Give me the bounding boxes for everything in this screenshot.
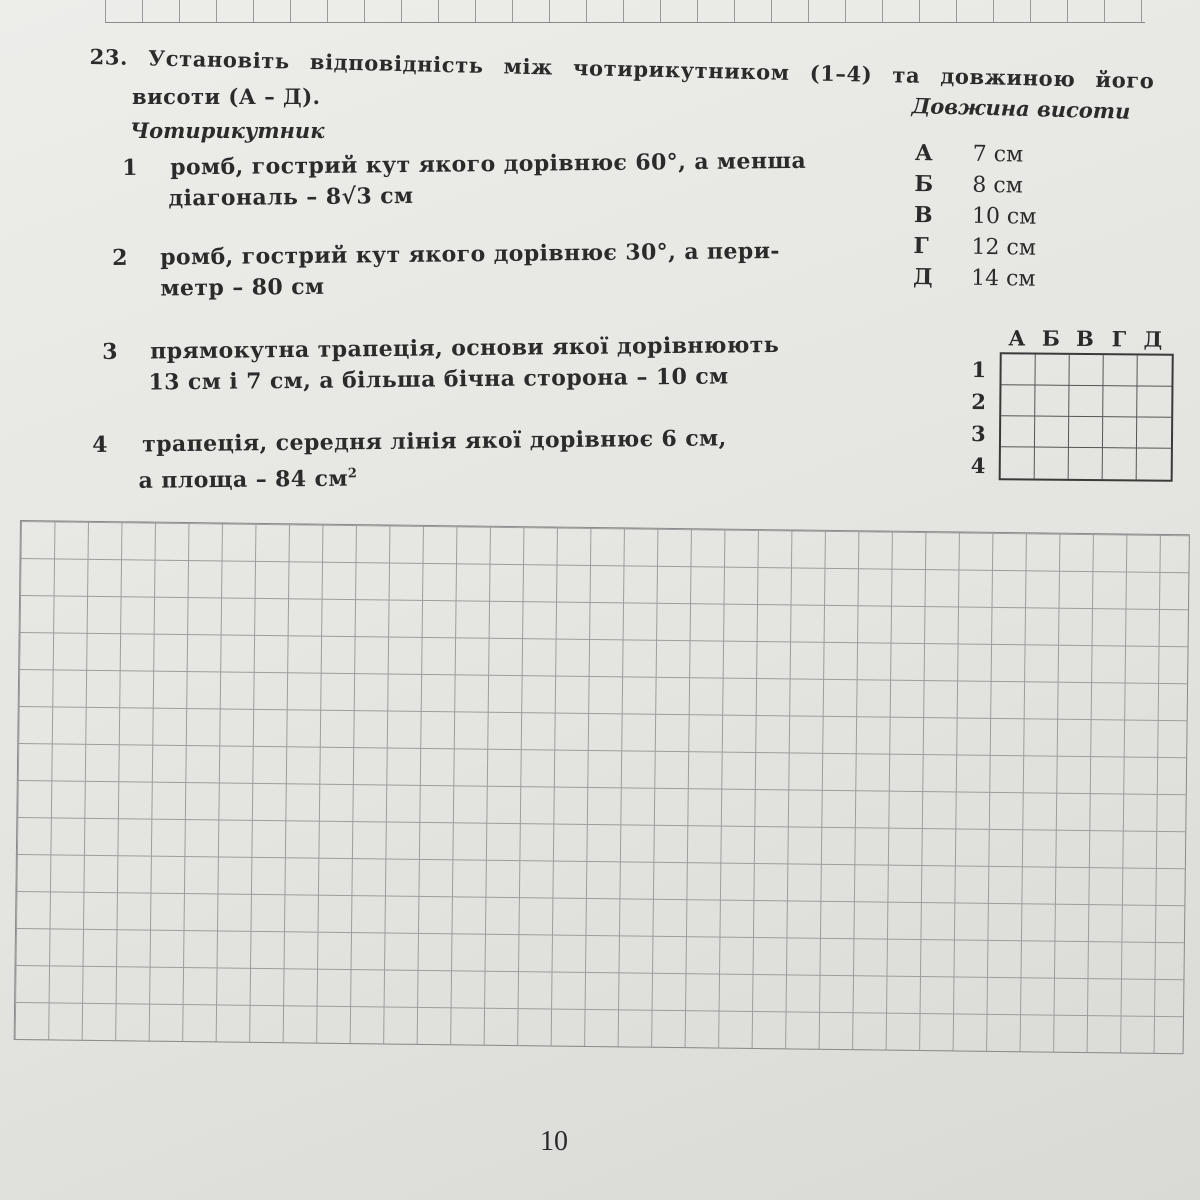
answer-table-header	[1000, 325, 1174, 352]
question-word: (1–4)	[809, 60, 873, 87]
option-letter: Г	[913, 232, 929, 260]
question-word: чотирикутником	[572, 54, 790, 85]
superscript: 2	[347, 466, 358, 482]
option-value: 14 см	[970, 265, 1036, 292]
column-letter: Б	[1041, 325, 1060, 351]
height-column-title: Довжина висоти	[911, 93, 1131, 124]
column-letter: Г	[1111, 326, 1127, 352]
answer-matching-table	[971, 325, 1174, 482]
item-text-line2: метр – 80 см	[160, 273, 325, 302]
option-letter: А	[914, 139, 933, 167]
answer-cell[interactable]	[1137, 417, 1171, 448]
item-text-line2: 13 см і 7 см, а більша бічна сторона – 10 см	[148, 363, 729, 396]
answer-cell[interactable]	[1137, 355, 1171, 386]
option-value: 10 см	[971, 203, 1037, 230]
row-number: 1	[971, 356, 987, 383]
answer-cell[interactable]	[1001, 385, 1035, 416]
answer-cell[interactable]	[1103, 448, 1137, 479]
option-value: 8 см	[972, 172, 1023, 199]
answer-cell[interactable]	[1035, 417, 1069, 448]
question-word: відповідність	[309, 48, 484, 78]
question-word: Установіть	[147, 45, 291, 74]
answer-cell[interactable]	[1103, 417, 1137, 448]
answer-cell[interactable]	[1035, 355, 1069, 386]
row-number: 4	[970, 452, 986, 479]
answer-cell[interactable]	[1035, 386, 1069, 417]
answer-cell[interactable]	[1035, 448, 1069, 479]
answer-table-row-labels	[971, 352, 1000, 480]
item-text-line1: ромб, гострий кут якого дорівнює 30°, а пери-	[160, 238, 781, 271]
item-text: а площа – 84 см	[138, 465, 349, 494]
question-number: 23.	[89, 44, 129, 70]
option-letter: Б	[914, 170, 934, 198]
item-text-line2: діагональ – 8√3 см	[168, 182, 414, 212]
question-word: та	[892, 62, 921, 88]
item-text-line1: ромб, гострий кут якого дорівнює 60°, а менша	[170, 147, 807, 181]
answer-cell[interactable]	[1001, 447, 1035, 478]
column-letter: Д	[1143, 326, 1163, 352]
column-letter: А	[1008, 325, 1026, 351]
option-value: 12 см	[971, 234, 1037, 261]
question-text-continued: висоти (А – Д).	[132, 84, 321, 109]
answer-cell[interactable]	[1137, 386, 1171, 417]
height-option	[915, 138, 1038, 171]
item-text-line1: прямокутна трапеція, основи якої дорівнюють	[150, 331, 780, 365]
item-text-line2	[138, 458, 357, 497]
option-value: 7 см	[972, 141, 1024, 168]
item-text-line1: трапеція, середня лінія якої дорівнює 6 см,	[142, 425, 727, 458]
row-number: 2	[971, 388, 987, 415]
height-option	[914, 169, 1037, 202]
solution-grid-area[interactable]	[14, 520, 1190, 1054]
quadrilateral-column-title: Чотирикутник	[130, 118, 325, 143]
item-number: 2	[112, 244, 129, 271]
previous-answer-grid	[105, 0, 1145, 23]
question-word: його	[1095, 66, 1155, 94]
answer-cell[interactable]	[1001, 354, 1035, 385]
option-letter: Д	[912, 263, 933, 291]
answer-cell[interactable]	[1103, 386, 1137, 417]
page-number: 10	[540, 1126, 568, 1157]
height-options-list	[913, 138, 1038, 295]
height-option	[913, 262, 1036, 295]
answer-cell[interactable]	[1001, 416, 1035, 447]
column-letter: В	[1075, 325, 1094, 352]
answer-cells	[999, 352, 1174, 482]
answer-cell[interactable]	[1069, 386, 1103, 417]
answer-cell[interactable]	[1103, 355, 1137, 386]
option-letter: В	[913, 201, 933, 229]
answer-cell[interactable]	[1069, 417, 1103, 448]
answer-cell[interactable]	[1137, 448, 1171, 479]
item-number: 1	[122, 154, 139, 181]
row-number: 3	[970, 420, 986, 447]
item-number: 3	[102, 338, 119, 365]
question-word: між	[503, 53, 554, 80]
item-number: 4	[92, 431, 109, 458]
height-option	[914, 200, 1037, 233]
height-option	[913, 231, 1036, 264]
answer-cell[interactable]	[1069, 448, 1103, 479]
answer-cell[interactable]	[1069, 355, 1103, 386]
question-word: довжиною	[940, 63, 1076, 92]
